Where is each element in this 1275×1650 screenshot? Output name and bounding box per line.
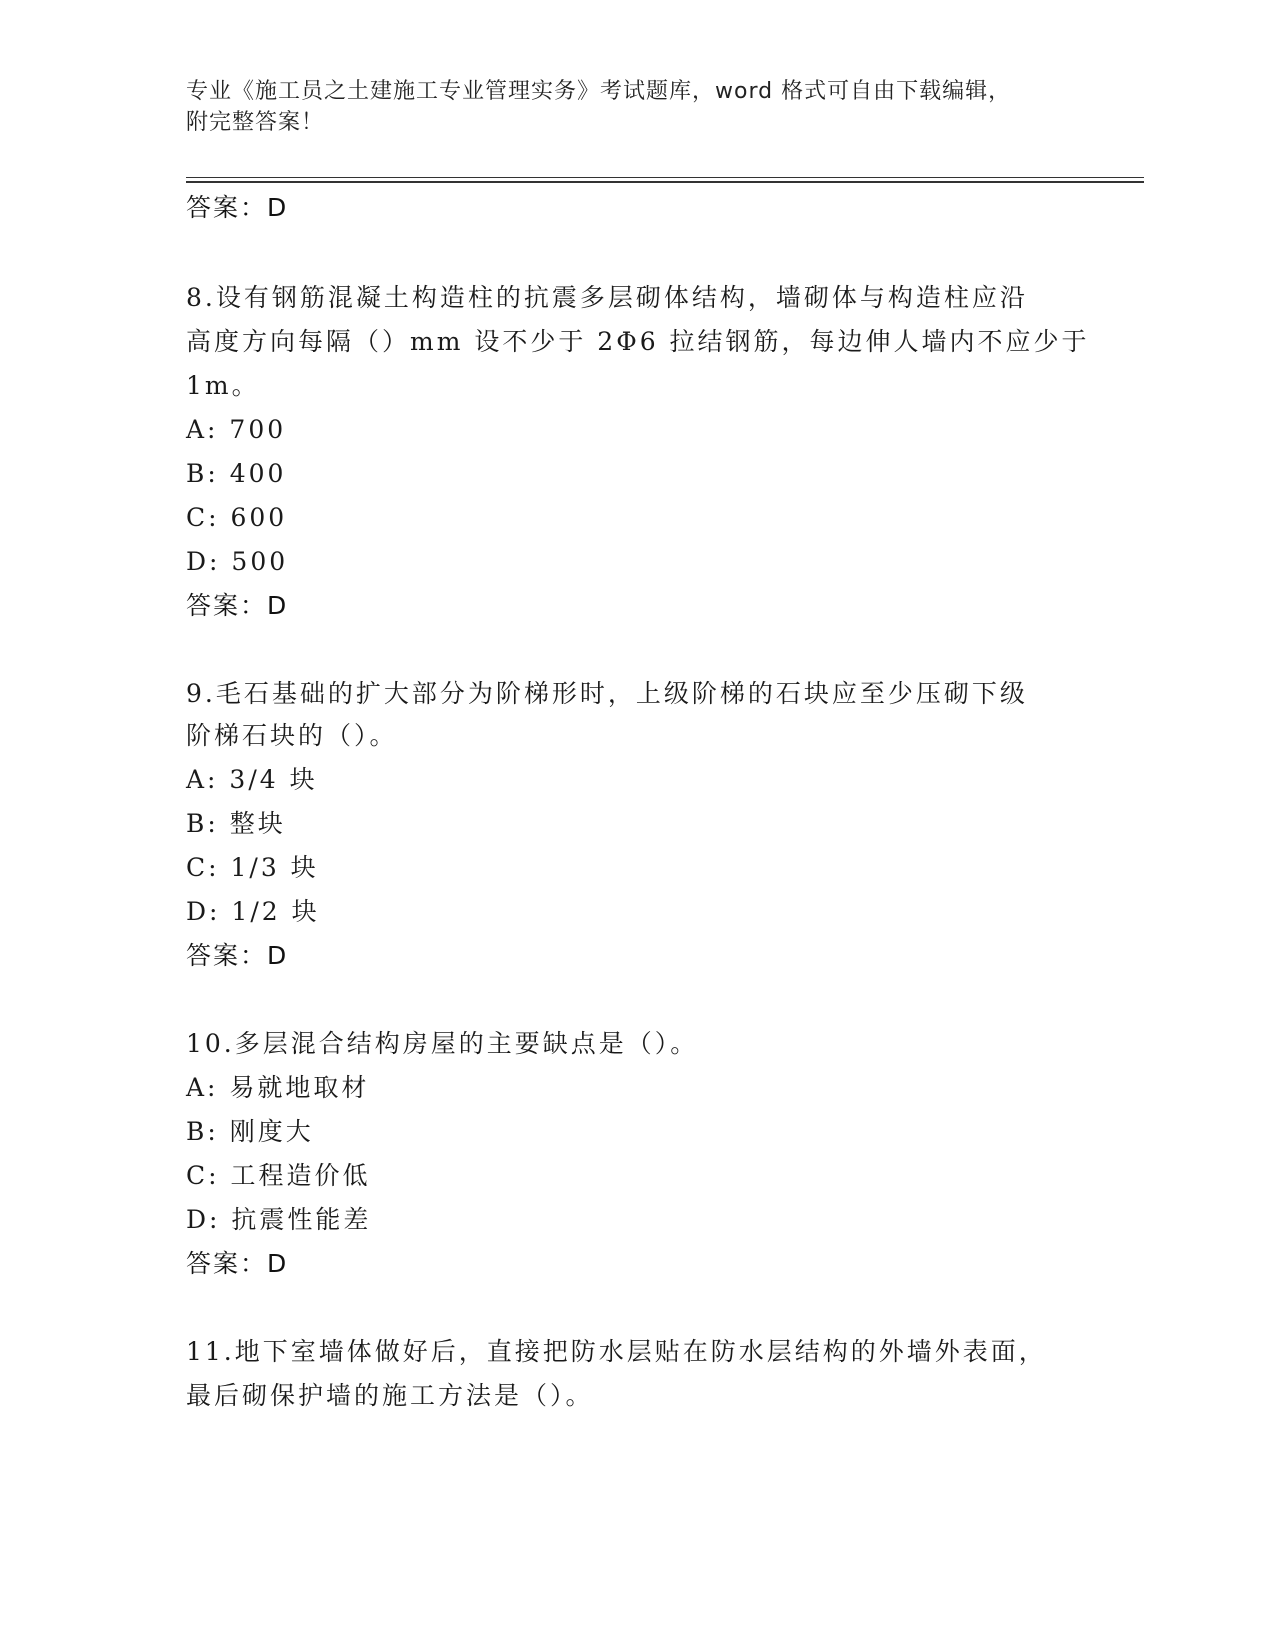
- answer-label: 答案：D: [186, 591, 289, 620]
- question-stem-line: 高度方向每隔（）mm 设不少于 2Φ6 拉结钢筋，每边伸人墙内不应少于: [186, 327, 1090, 356]
- option-d: D: 1/2 块: [186, 897, 320, 926]
- header-line-2: 附完整答案！: [186, 110, 325, 135]
- option-a: A: 3/4 块: [186, 765, 318, 794]
- question-stem-line: 10.多层混合结构房屋的主要缺点是（）。: [186, 1029, 699, 1058]
- option-c: C: 1/3 块: [186, 853, 319, 882]
- answer-label: 答案：D: [186, 1249, 289, 1278]
- option-c: C: 600: [186, 503, 288, 532]
- option-c: C: 工程造价低: [186, 1161, 371, 1190]
- question-stem-line: 阶梯石块的（）。: [186, 721, 398, 750]
- question-stem-line: 8.设有钢筋混凝土构造柱的抗震多层砌体结构，墙砌体与构造柱应沿: [186, 283, 1028, 312]
- question-stem-line: 1m。: [186, 371, 260, 400]
- header-line-1: 专业《施工员之土建施工专业管理实务》考试题库，word 格式可自由下载编辑，: [186, 79, 1012, 104]
- header-divider-thick: [186, 181, 1144, 183]
- option-a: A: 700: [186, 415, 287, 444]
- header-divider-thin: [186, 177, 1144, 178]
- answer-label: 答案：D: [186, 941, 289, 970]
- previous-answer: 答案：D: [186, 193, 289, 222]
- question-stem-line: 9.毛石基础的扩大部分为阶梯形时，上级阶梯的石块应至少压砌下级: [186, 679, 1028, 708]
- option-b: B: 刚度大: [186, 1117, 314, 1146]
- option-a: A: 易就地取材: [186, 1073, 370, 1102]
- option-d: D: 500: [186, 547, 289, 576]
- option-d: D: 抗震性能差: [186, 1205, 372, 1234]
- option-b: B: 整块: [186, 809, 286, 838]
- document-header: [186, 76, 1086, 138]
- question-stem-line: 最后砌保护墙的施工方法是（）。: [186, 1381, 594, 1410]
- option-b: B: 400: [186, 459, 287, 488]
- question-stem-line: 11.地下室墙体做好后，直接把防水层贴在防水层结构的外墙外表面，: [186, 1337, 1047, 1366]
